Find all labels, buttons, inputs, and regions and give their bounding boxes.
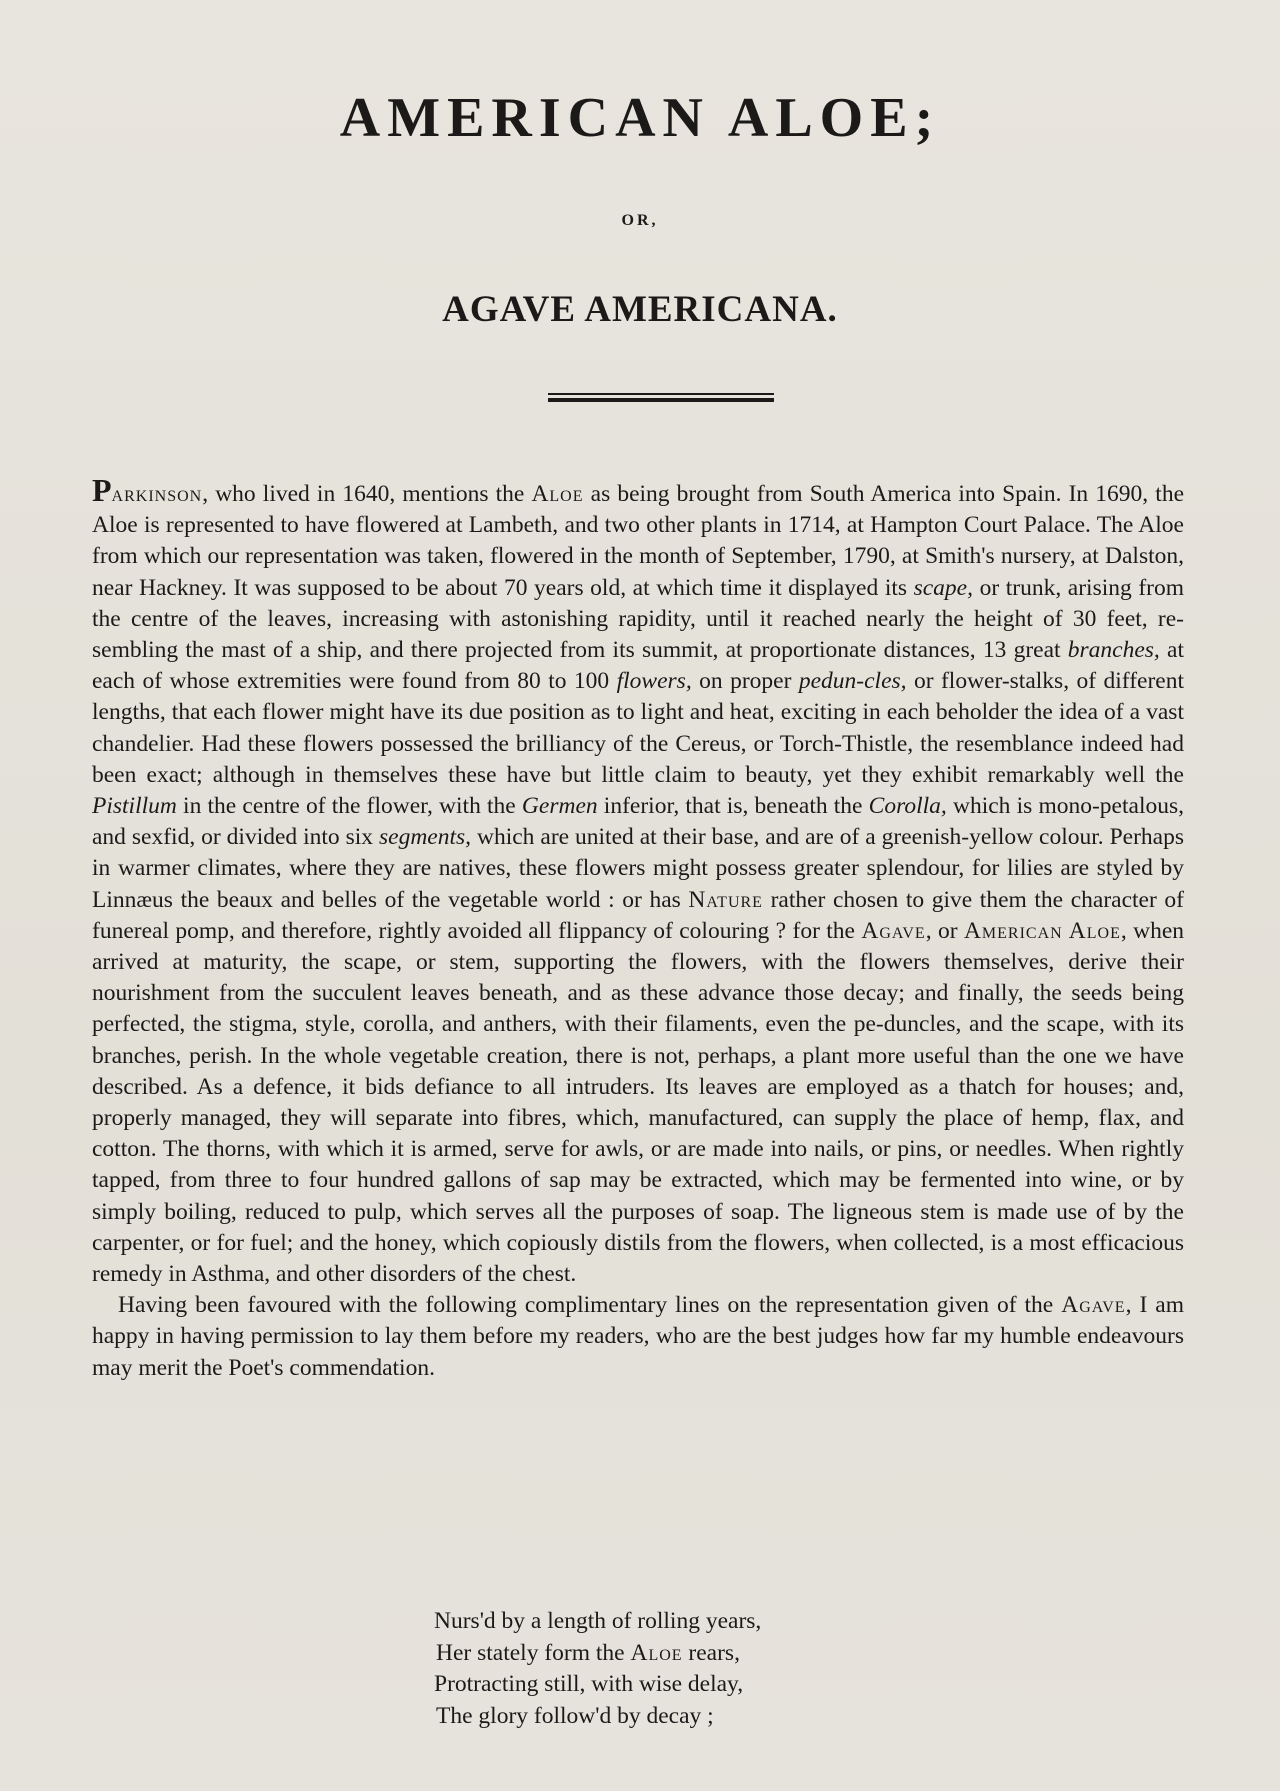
paragraph-2: Having been favoured with the following complimentary lines on the representation given of the Agave, I am happy in having permission to lay them before my readers, who are the best judges how far my humble endeavours may merit the Poet's commendation. [92, 1292, 1184, 1381]
verse-stanza [434, 1606, 1034, 1732]
verse-line-2: Her stately form the Aloe rears, [436, 1639, 740, 1666]
paragraph-1: Parkinson, who lived in 1640, mentions the Aloe as being brought from South America into Spain. In 1690, the Aloe is represented to have flowered at Lambeth, and two other plants in 1714, at Hampton Court Palace. The Aloe from which our representation was taken, flowered in the month of September, 1790, at Smith's nursery, at Dalston, near Hackney. It was supposed to be about 70 years old, at which time it displayed its scape, or trunk, arising from the centre of the leaves, increasing with astonishing rapidity, until it reached nearly the height of 30 feet, re-sembling the mast of a ship, and there projected from its summit, at proportionate distances, 13 great branches, at each of whose extremities were found from 80 to 100 flowers, on proper pedun-cles, or flower-stalks, of different lengths, that each flower might have its due position as to light and heat, exciting in each beholder the idea of a vast chandelier. Had these flowers possessed the brilliancy of the Cereus, or Torch-Thistle, the resemblance indeed had been exact; although in themselves these have but little claim to beauty, yet they exhibit remarkably well the Pistillum in the centre of the flower, with the Germen inferior, that is, beneath the Corolla, which is mono-petalous, and sexfid, or divided into six segments, which are united at their base, and are of a greenish-yellow colour. Perhaps in warmer climates, where they are natives, these flowers might possess greater splendour, for lilies are styled by Linnæus the beaux and belles of the vegetable world : or has Nature rather chosen to give them the character of funereal pomp, and therefore, rightly avoided all flippancy of colouring ? for the Agave, or American Aloe, when arrived at maturity, the scape, or stem, supporting the flowers, with the flowers themselves, derive their nourishment from the succulent leaves beneath, and as these advance those decay; and finally, the seeds being perfected, the stigma, style, corolla, and anthers, with their filaments, even the pe-duncles, and the scape, with its branches, perish. In the whole vegetable creation, there is not, perhaps, a plant more useful than the one we have described. As a defence, it bids defiance to all intruders. Its leaves are employed as a thatch for houses; and, properly managed, they will separate into fibres, which, manufactured, can supply the place of hemp, flax, and cotton. The thorns, with which it is armed, serve for awls, or are made into nails, or pins, or needles. When rightly tapped, from three to four hundred gallons of sap may be extracted, which may be fermented into wine, or by simply boiling, reduced to pulp, which serves all the purposes of soap. The ligneous stem is made use of by the carpenter, or for fuel; and the honey, which copiously distils from the flowers, when collected, is a most efficacious remedy in Asthma, and other disorders of the chest. [92, 472, 1184, 1288]
page-subtitle: AGAVE AMERICANA. [442, 289, 838, 330]
verse-line-4: The glory follow'd by decay ; [436, 1702, 714, 1729]
body-text [92, 472, 1184, 1384]
page-title: AMERICAN ALOE; [339, 87, 941, 149]
rule-thick-line [548, 398, 774, 402]
verse-line-1: Nurs'd by a length of rolling years, [434, 1608, 762, 1634]
ornamental-rule [548, 393, 774, 403]
verse-line-3: Protracting still, with wise delay, [434, 1671, 744, 1697]
title-connector: OR, [621, 212, 659, 229]
rule-thin-line [548, 393, 774, 395]
drop-cap: P [92, 472, 112, 508]
